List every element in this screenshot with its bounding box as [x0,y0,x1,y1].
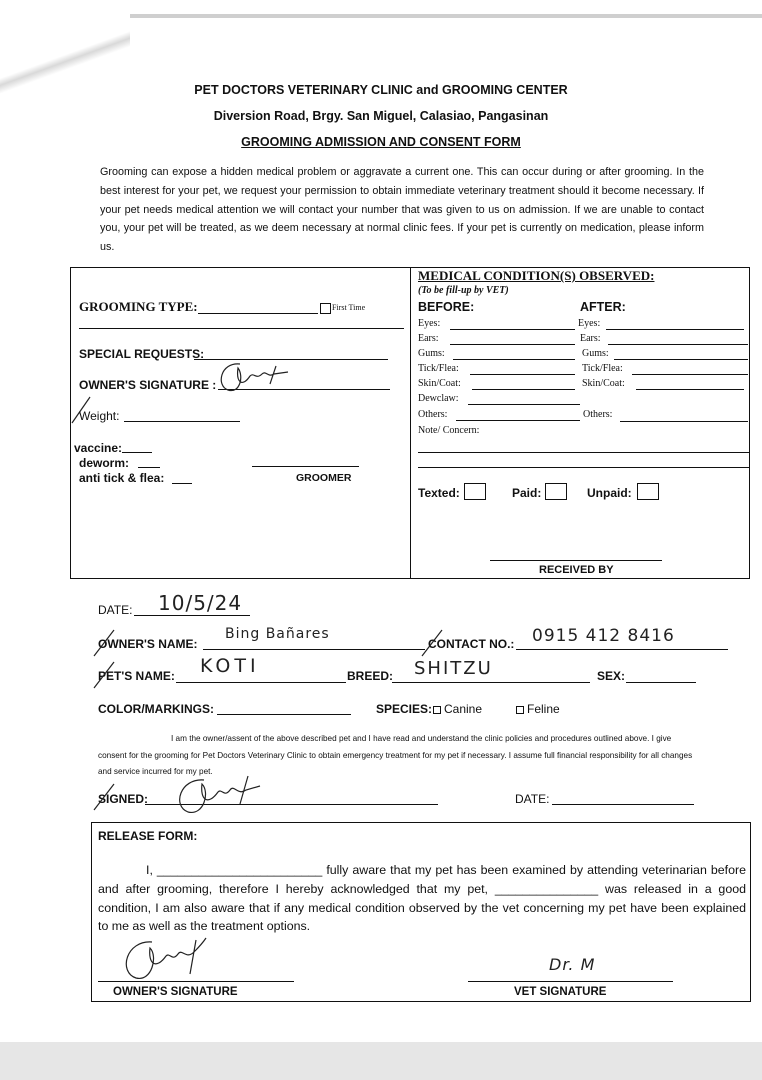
owner-name-label: OWNER'S NAME: [98,637,198,651]
consent-text: I am the owner/assent of the above described pet and I have read and understand the clinic policies and procedures outlined above. I give consent for the grooming for Pet Doctors Veterinary Clinic to obtain emergency treatment for my pet if necessary. I assume full financial responsibility for all changes and service incurred for my pet. [98,734,693,776]
canine-checkbox[interactable] [433,706,441,714]
breed-label: BREED: [347,669,394,683]
groomer-label: GROOMER [296,472,352,484]
before-ears-field[interactable] [450,344,575,345]
after-ears-field[interactable] [608,344,748,345]
before-dewclaw-label: Dewclaw: [418,393,459,404]
after-others-field[interactable] [620,421,748,422]
scan-fold-shadow [0,0,130,95]
color-markings-label: COLOR/MARKINGS: [98,702,214,716]
groomer-signature-line[interactable] [252,466,359,467]
before-label: BEFORE: [418,300,475,314]
medical-subtitle: (To be fill-up by VET) [418,285,509,296]
before-gums-field[interactable] [453,359,575,360]
owner-name-field[interactable] [203,649,425,650]
grooming-type-field[interactable] [198,313,318,314]
scan-top-edge [130,14,762,18]
after-gums-field[interactable] [614,359,748,360]
paid-checkbox[interactable] [545,483,567,500]
contact-field[interactable] [516,649,728,650]
before-tick-flea-field[interactable] [470,374,575,375]
weight-field[interactable] [124,421,240,422]
signed-check-mark [92,782,116,812]
before-skin-coat-field[interactable] [472,389,575,390]
note-line-1[interactable] [418,452,750,453]
intro-paragraph: Grooming can expose a hidden medical problem or aggravate a current one. This can occur during or after grooming. In the best interest for your pet, we request your permission to obtain immediate veterinary treatment should it become necessary. If your pet needs medical attention we will contact your number that was given to us on admission. If we are unable to contact you, your pet will be treated, as we deem necessary at normal clinic fees. If your pet is currently on medication, please inform us. [100,166,704,254]
note-line-2[interactable] [418,467,750,468]
deworm-label: deworm: [79,456,130,470]
signed-date-field[interactable] [552,804,694,805]
grooming-box-divider [410,267,411,579]
unpaid-checkbox[interactable] [637,483,659,500]
first-time-checkbox[interactable] [320,303,331,314]
contact-check-mark [420,628,444,658]
date-label: DATE: [98,603,133,617]
before-ears-label: Ears: [418,333,439,344]
contact-value: 0915 412 8416 [532,626,675,646]
before-others-field[interactable] [456,420,580,421]
owner-name-check-mark [92,628,116,658]
before-eyes-label: Eyes: [418,318,441,329]
feline-checkbox[interactable] [516,706,524,714]
scan-bottom-edge [0,1042,762,1080]
pet-name-field[interactable] [176,682,346,683]
before-eyes-field[interactable] [450,329,575,330]
received-by-line[interactable] [490,560,662,561]
after-label: AFTER: [580,300,626,314]
paid-label: Paid: [512,486,542,500]
after-gums-label: Gums: [582,348,609,359]
clinic-address: Diversion Road, Brgy. San Miguel, Calasiao, Pangasinan [213,109,549,123]
pet-name-value: KOTI [200,655,260,677]
feline-label: Feline [527,702,560,716]
vet-signature-label: VET SIGNATURE [514,986,607,998]
after-tick-flea-field[interactable] [632,374,748,375]
after-eyes-field[interactable] [606,329,744,330]
vet-signature-line[interactable] [468,981,673,982]
signed-label: SIGNED: [98,792,149,806]
before-tick-flea-label: Tick/Flea: [418,363,459,374]
contact-label: CONTACT NO.: [428,637,515,651]
owner-signature-scribble [210,358,295,398]
pet-name-label: PET'S NAME: [98,669,175,683]
owner-name-value: Bing Bañares [225,626,330,642]
pet-name-check-mark [92,660,116,690]
signed-signature-scribble [160,770,270,818]
before-gums-label: Gums: [418,348,445,359]
vet-signature-value: Dr. M [549,955,596,974]
clinic-name: PET DOCTORS VETERINARY CLINIC and GROOMING CENTER [194,83,568,97]
owner-signature-label: OWNER'S SIGNATURE : [79,378,217,392]
after-ears-label: Ears: [580,333,601,344]
after-others-label: Others: [583,409,613,420]
texted-label: Texted: [418,486,460,500]
date-field[interactable] [134,615,250,616]
grooming-type-label: GROOMING TYPE: [79,299,198,314]
after-skin-coat-field[interactable] [636,389,744,390]
received-by-label: RECEIVED BY [539,564,614,576]
form-title: GROOMING ADMISSION AND CONSENT FORM [241,135,521,149]
unpaid-label: Unpaid: [587,486,632,500]
after-eyes-label: Eyes: [578,318,601,329]
anti-tick-flea-field[interactable] [172,483,192,484]
note-concern-label: Note/ Concern: [418,425,480,436]
anti-tick-flea-label: anti tick & flea: [79,471,165,485]
texted-checkbox[interactable] [464,483,486,500]
special-requests-label: SPECIAL REQUESTS: [79,347,205,361]
sex-field[interactable] [626,682,696,683]
before-dewclaw-field[interactable] [468,404,580,405]
before-others-label: Others: [418,409,448,420]
grooming-type-line-2[interactable] [79,328,404,329]
before-skin-coat-label: Skin/Coat: [418,378,461,389]
after-tick-flea-label: Tick/Flea: [582,363,623,374]
deworm-field[interactable] [138,467,160,468]
color-markings-field[interactable] [217,714,351,715]
release-form-title: RELEASE FORM: [98,829,198,843]
release-owner-signature-label: OWNER'S SIGNATURE [113,986,238,998]
sex-label: SEX: [597,669,626,683]
after-skin-coat-label: Skin/Coat: [582,378,625,389]
breed-value: SHITZU [414,658,493,679]
date-value: 10/5/24 [158,591,243,615]
vaccine-label: vaccine: [74,441,123,455]
release-owner-signature-scribble [112,930,222,990]
canine-label: Canine [444,702,483,716]
weight-label: Weight: [79,409,120,423]
species-label: SPECIES: [376,702,433,716]
vaccine-field[interactable] [122,452,152,453]
signed-date-label: DATE: [515,792,550,806]
breed-field[interactable] [392,682,590,683]
first-time-label: First Time [332,303,366,312]
release-form-text: I, ________________________ fully aware that my pet has been examined by attending veterinarian before and after grooming, therefore I hereby acknowledged that my pet, _______________ was released in a good condition, I am also aware that if any medical condition observed by the vet concerning my pet have been explained to me as well as the treatment options. [98,863,746,934]
medical-title: MEDICAL CONDITION(S) OBSERVED: [418,268,655,283]
